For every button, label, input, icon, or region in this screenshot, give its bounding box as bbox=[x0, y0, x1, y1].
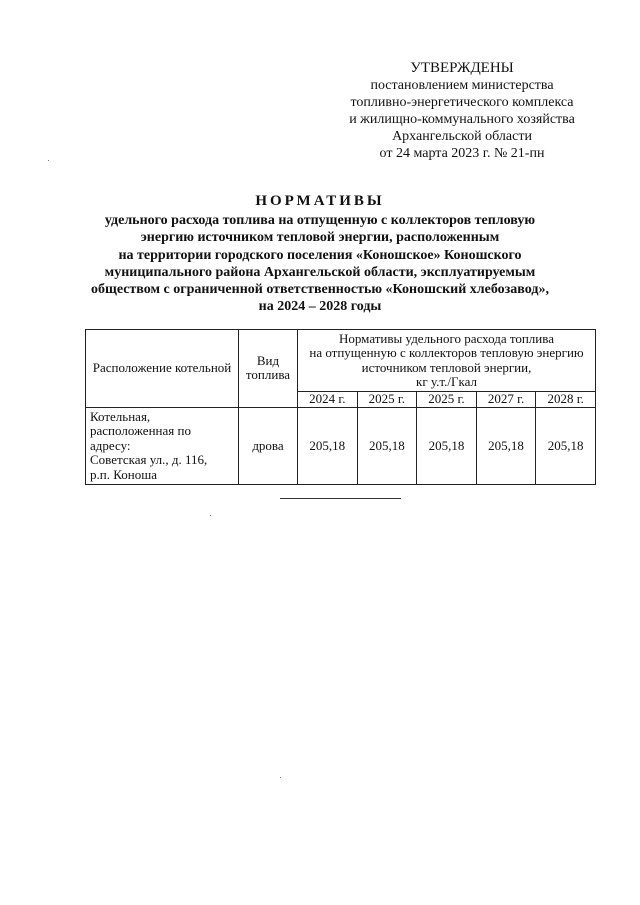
header-norms-line: на отпущенную с коллекторов тепловую энергию bbox=[309, 345, 584, 360]
header-location: Расположение котельной bbox=[86, 330, 239, 408]
title-line: удельного расхода топлива на отпущенную с коллекторов тепловую bbox=[104, 213, 536, 229]
location-line: р.п. Коноша bbox=[90, 466, 157, 482]
header-norms-line: кг у.т./Гкал bbox=[416, 374, 477, 389]
approval-line: от 24 марта 2023 г. № 21-пн bbox=[379, 146, 545, 161]
scan-speck bbox=[210, 515, 211, 516]
cell-location bbox=[86, 407, 239, 485]
table-row bbox=[86, 407, 596, 485]
scan-speck bbox=[48, 160, 49, 161]
approval-line: постановлением министерства bbox=[370, 78, 554, 93]
header-year: 2027 г. bbox=[476, 392, 536, 408]
location-line: Котельная, bbox=[90, 408, 151, 424]
header-year: 2025 г. bbox=[357, 392, 417, 408]
header-norms bbox=[298, 330, 596, 392]
approval-line: топливно-энергетического комплекса bbox=[350, 95, 574, 110]
approval-block bbox=[330, 60, 594, 162]
title-line: на территории городского поселения «Коношское» Коношского bbox=[118, 247, 522, 263]
norms-table bbox=[85, 329, 596, 485]
title-line: муниципального района Архангельской области, эксплуатируемым bbox=[104, 264, 536, 280]
cell-fuel: дрова bbox=[239, 407, 298, 485]
header-year: 2025 г. bbox=[417, 392, 477, 408]
header-year: 2024 г. bbox=[298, 392, 358, 408]
document-title bbox=[80, 193, 560, 315]
approval-heading: УТВЕРЖДЕНЫ bbox=[410, 60, 514, 76]
location-line: Советская ул., д. 116, bbox=[90, 452, 208, 467]
header-norms-line: Нормативы удельного расхода топлива bbox=[338, 330, 554, 346]
location-line: расположенная по адресу: bbox=[90, 423, 191, 453]
header-norms-line: источником тепловой энергии, bbox=[361, 359, 532, 375]
header-fuel-line: топлива bbox=[245, 367, 291, 383]
header-fuel bbox=[239, 330, 298, 408]
cell-value: 205,18 bbox=[298, 407, 358, 485]
cell-value: 205,18 bbox=[476, 407, 536, 485]
cell-value: 205,18 bbox=[357, 407, 417, 485]
approval-line: Архангельской области bbox=[392, 129, 532, 144]
scan-speck bbox=[280, 777, 281, 778]
approval-line: и жилищно-коммунального хозяйства bbox=[349, 112, 575, 127]
title-main: НОРМАТИВЫ bbox=[255, 193, 385, 209]
end-separator-line bbox=[280, 498, 401, 499]
header-fuel-line: Вид bbox=[256, 352, 280, 368]
title-line: на 2024 – 2028 годы bbox=[258, 299, 382, 315]
title-line: энергию источником тепловой энергии, расположенным bbox=[140, 230, 500, 246]
cell-value: 205,18 bbox=[417, 407, 477, 485]
table-header-row bbox=[86, 330, 596, 392]
cell-value: 205,18 bbox=[536, 407, 596, 485]
title-line: обществом с ограниченной ответственностью «Коношский хлебозавод», bbox=[91, 282, 549, 298]
header-year: 2028 г. bbox=[536, 392, 596, 408]
